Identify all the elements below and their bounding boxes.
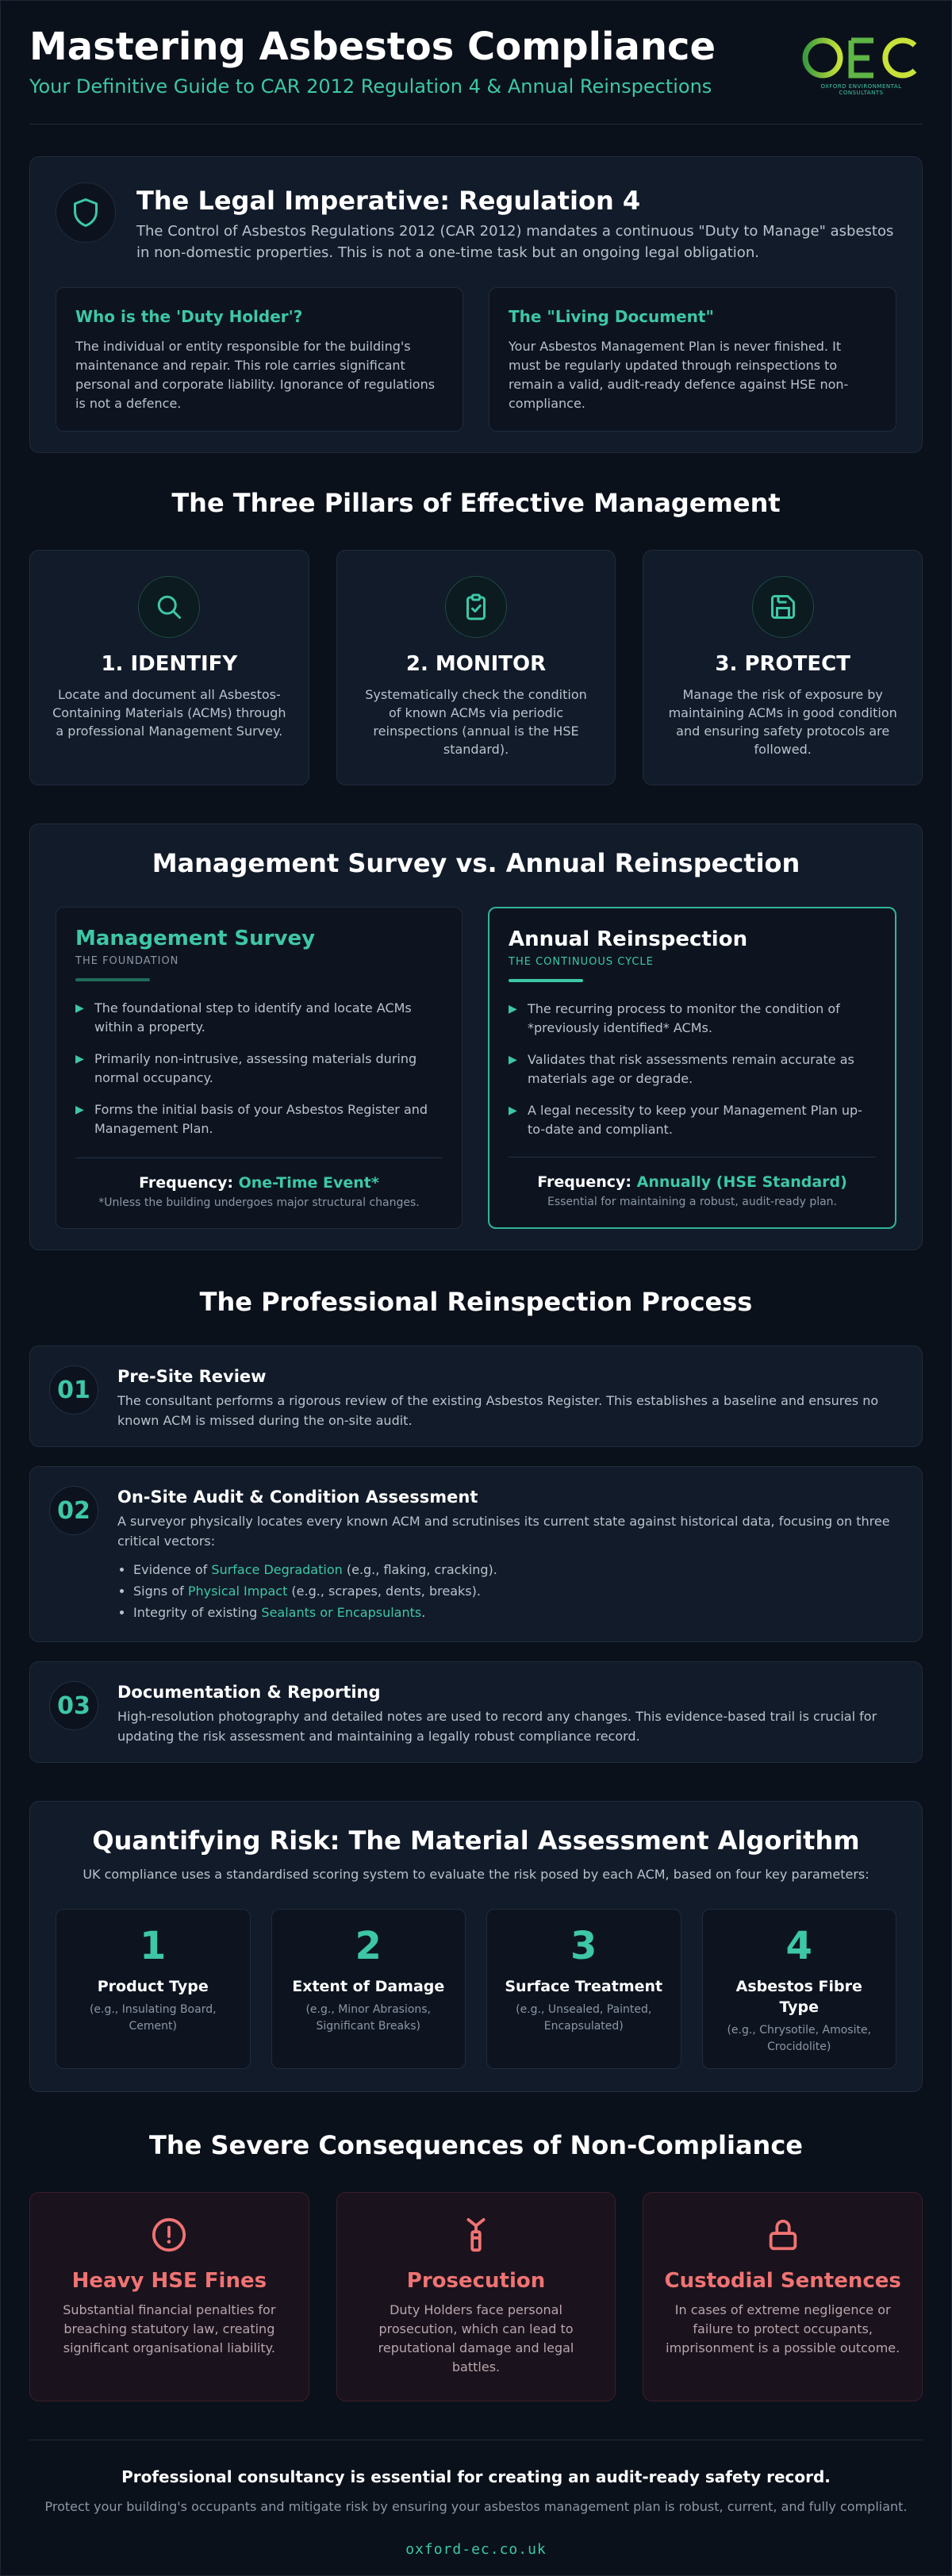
legal-section [29, 156, 923, 453]
risk-parameter: 1 Product Type (e.g., Insulating Board, Cement) [56, 1909, 251, 2069]
survey-title: Management Survey [75, 927, 316, 950]
step-number: 02 [49, 1486, 98, 1535]
reinspection-frequency: Frequency: Annually (HSE Standard) Essential for maintaining a robust, audit-ready plan. [509, 1157, 876, 1208]
step-text: The consultant performs a rigorous review of the existing Asbestos Register. This establishes a baseline and ensures no known ACM is missed during the on-site audit. [117, 1393, 879, 1428]
oec-logo [800, 34, 923, 96]
legal-title: The Legal Imperative: Regulation 4 [136, 186, 641, 216]
clipboard-check-icon [462, 593, 490, 621]
process-title: The Professional Reinspection Process [199, 1287, 753, 1317]
pillars-row [29, 550, 923, 785]
arrow-right-icon: ▶ [75, 1104, 84, 1116]
list-item: • Signs of Physical Impact (e.g., scrapes, dents, breaks). [133, 1580, 903, 1602]
arrow-right-icon: ▶ [509, 1104, 517, 1117]
step-text: High-resolution photography and detailed notes are used to record any changes. This evidence-based trail is crucial for updating the risk assessment and maintaining a legally robust compliance record. [117, 1709, 877, 1744]
page-title: Mastering Asbestos Compliance [29, 25, 716, 69]
pillar-identify [29, 550, 309, 785]
shield-icon [71, 197, 100, 228]
list-item: • Integrity of existing Sealants or Encapsulants. [133, 1602, 903, 1623]
header [29, 1, 923, 125]
step-title: Documentation & Reporting [117, 1683, 381, 1702]
gavel-icon [458, 2217, 494, 2253]
living-document-title: The "Living Document" [509, 307, 714, 326]
logo-mark-icon [802, 34, 921, 82]
living-document-box [489, 287, 896, 432]
reinspection-frequency-note: Essential for maintaining a robust, audit-ready plan. [547, 1196, 838, 1208]
reinspection-tag: THE CONTINUOUS CYCLE [509, 956, 654, 968]
list-item: ▶ Forms the initial basis of your Asbestos Register and Management Plan. [75, 1102, 428, 1136]
living-document-text: Your Asbestos Management Plan is never finished. It must be regularly updated through reinspections to remain a valid, audit-ready defence against HSE non-compliance. [509, 339, 849, 411]
survey-tag: THE FOUNDATION [75, 955, 179, 967]
pillar-title: 1. IDENTIFY [101, 652, 238, 676]
pillar-title: 3. PROTECT [715, 652, 850, 676]
legal-text: The Control of Asbestos Regulations 2012 (CAR 2012) mandates a continuous "Duty to Manage" asbestos in non-domestic properties. This is not a one-time task but an ongoing legal obligation. [136, 223, 894, 261]
survey-frequency-note: *Unless the building undergoes major structural changes. [98, 1196, 420, 1209]
duty-holder-text: The individual or entity responsible for the building's maintenance and repair. This role carries significant personal and corporate liability. Ignorance of regulations is not a defence. [75, 339, 436, 411]
step-title: Pre-Site Review [117, 1367, 267, 1386]
consequence-custodial: Custodial Sentences In cases of extreme negligence or failure to protect occupants, imprisonment is a possible outcome. [643, 2192, 923, 2401]
list-item: ▶ Validates that risk assessments remain accurate as materials age or degrade. [509, 1052, 854, 1086]
process-step-3 [29, 1661, 923, 1763]
footer [29, 2440, 923, 2558]
duty-holder-box [56, 287, 463, 432]
risk-description: UK compliance uses a standardised scoring system to evaluate the risk posed by each ACM, based on four key parameters: [83, 1867, 869, 1882]
pillar-text: Systematically check the condition of known ACMs via periodic reinspections (annual is the HSE standard). [365, 687, 587, 757]
risk-parameter: 4 Asbestos Fibre Type (e.g., Chrysotile, Amosite, Crocidolite) [702, 1909, 897, 2069]
lock-icon [765, 2217, 801, 2253]
comparison-title: Management Survey vs. Annual Reinspection [152, 848, 800, 878]
duty-holder-title: Who is the 'Duty Holder'? [75, 307, 303, 326]
step-number: 01 [49, 1365, 98, 1415]
page-subtitle: Your Definitive Guide to CAR 2012 Regulation 4 & Annual Reinspections [29, 75, 712, 98]
risk-parameter: 2 Extent of Damage (e.g., Minor Abrasions, Significant Breaks) [271, 1909, 466, 2069]
reinspection-divider [509, 979, 583, 982]
risk-section [29, 1801, 923, 2092]
pillar-monitor [336, 550, 616, 785]
step-text: A surveyor physically locates every known ACM and scrutinises its current state against historical data, focusing on three critical vectors: [117, 1514, 890, 1549]
list-item: ▶ The recurring process to monitor the condition of *previously identified* ACMs. [509, 1001, 840, 1035]
footer-subtext: Protect your building's occupants and mitigate risk by ensuring your asbestos management plan is robust, current, and fully compliant. [44, 2499, 908, 2514]
pillar-protect [643, 550, 923, 785]
pillar-title: 2. MONITOR [405, 652, 547, 676]
step-number: 03 [49, 1681, 98, 1730]
pillar-text: Locate and document all Asbestos-Containing Materials (ACMs) through a professional Management Survey. [52, 687, 286, 739]
website-link[interactable]: oxford-ec.co.uk [405, 2541, 547, 2558]
shield-badge [56, 182, 116, 243]
arrow-right-icon: ▶ [75, 1002, 84, 1015]
list-item: ▶ A legal necessity to keep your Management Plan up-to-date and compliant. [509, 1103, 862, 1137]
search-icon [155, 593, 183, 621]
save-icon [769, 593, 797, 621]
comparison-section [29, 823, 923, 1250]
consequence-prosecution: Prosecution Duty Holders face personal prosecution, which can lead to reputational damage and legal battles. [336, 2192, 616, 2401]
footer-headline: Professional consultancy is essential for creating an audit-ready safety record. [121, 2467, 831, 2486]
arrow-right-icon: ▶ [509, 1054, 517, 1066]
risk-title: Quantifying Risk: The Material Assessment Algorithm [92, 1825, 860, 1856]
pillar-text: Manage the risk of exposure by maintaining ACMs in good condition and ensuring safety protocols are followed. [668, 687, 897, 757]
list-item: ▶ The foundational step to identify and locate ACMs within a property. [75, 1000, 412, 1035]
process-step-1 [29, 1346, 923, 1447]
process-step-2 [29, 1466, 923, 1642]
arrow-right-icon: ▶ [509, 1003, 517, 1015]
arrow-right-icon: ▶ [75, 1053, 84, 1065]
list-item: • Evidence of Surface Degradation (e.g., flaking, cracking). [133, 1559, 903, 1580]
step-title: On-Site Audit & Condition Assessment [117, 1488, 478, 1507]
survey-divider [75, 978, 150, 981]
survey-frequency: Frequency: One-Time Event* *Unless the building undergoes major structural changes. [75, 1157, 443, 1209]
risk-parameter: 3 Surface Treatment (e.g., Unsealed, Painted, Encapsulated) [486, 1909, 681, 2069]
alert-circle-icon [151, 2217, 187, 2253]
consequences-title: The Severe Consequences of Non-Compliance [149, 2130, 803, 2160]
reinspection-title: Annual Reinspection [509, 927, 748, 951]
consequences-row [29, 2192, 923, 2401]
list-item: ▶ Primarily non-intrusive, assessing materials during normal occupancy. [75, 1051, 417, 1085]
pillars-title: The Three Pillars of Effective Management [171, 488, 781, 518]
management-survey-card [56, 907, 463, 1229]
logo-caption: OXFORD ENVIRONMENTAL CONSULTANTS [820, 83, 902, 96]
annual-reinspection-card [488, 907, 896, 1229]
consequence-fines: Heavy HSE Fines Substantial financial penalties for breaching statutory law, creating significant organisational liability. [29, 2192, 309, 2401]
